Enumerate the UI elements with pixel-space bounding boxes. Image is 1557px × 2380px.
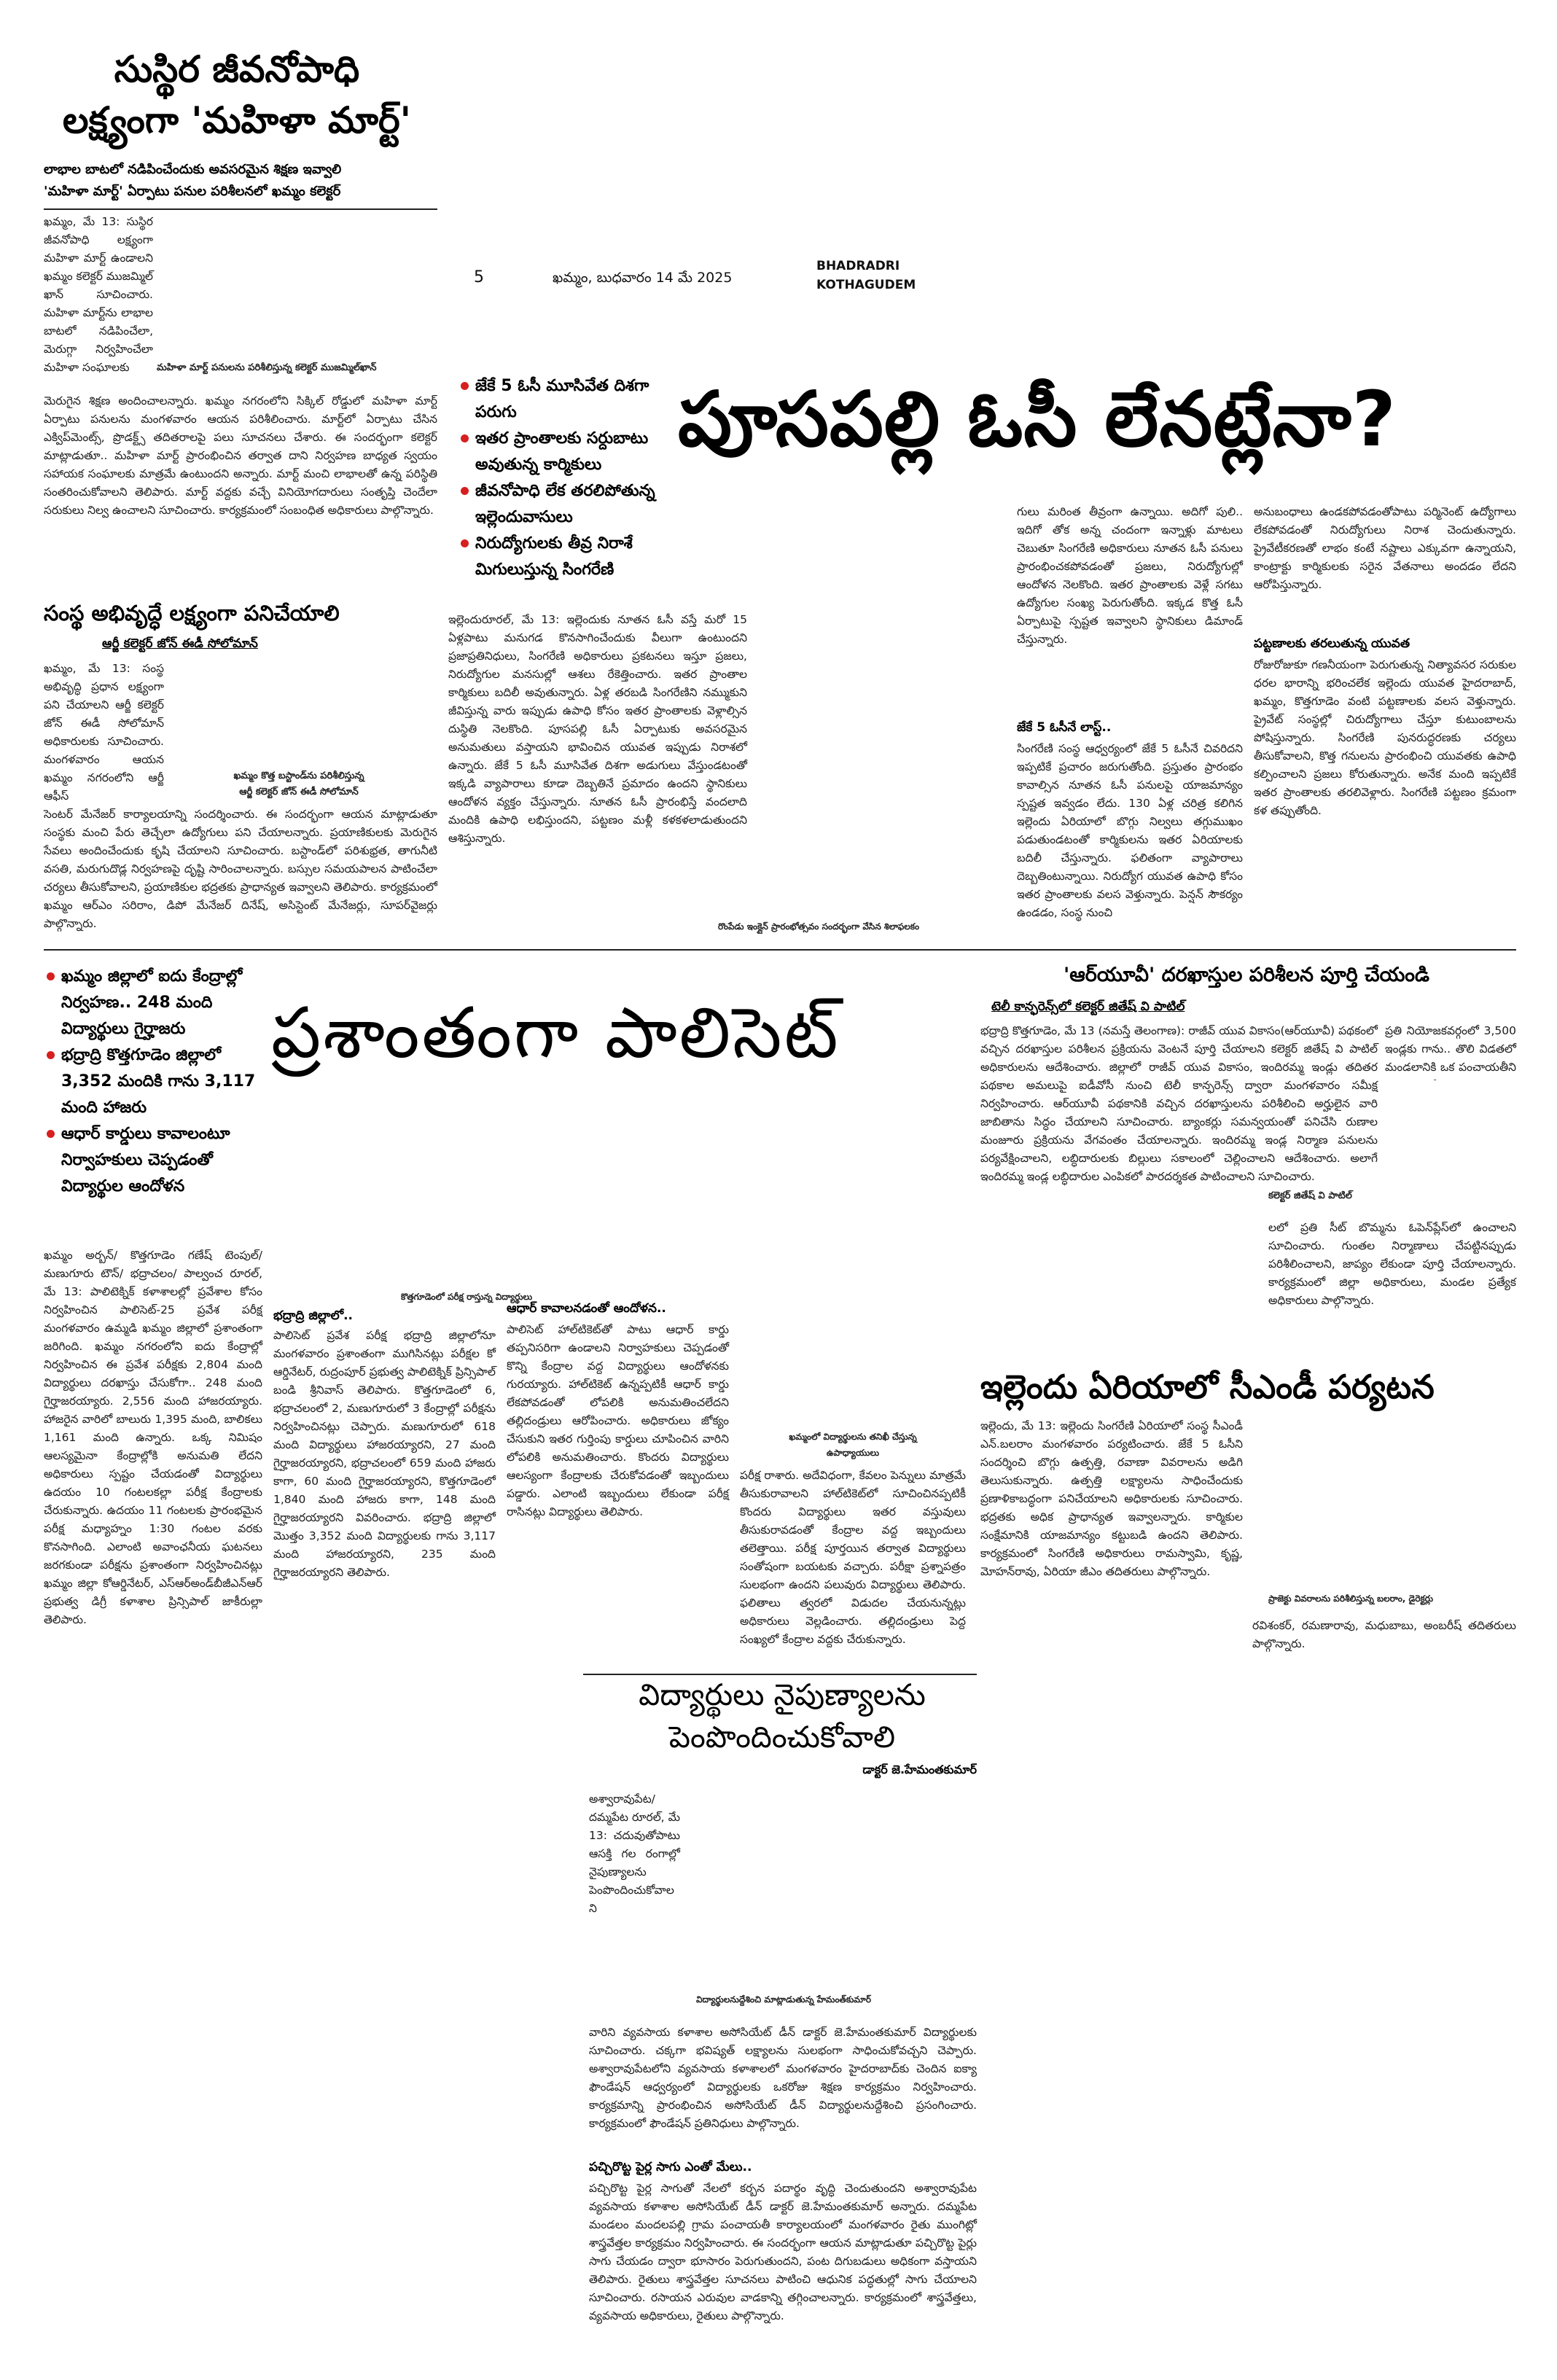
sanstha-body-narrow: ఖమ్మం, మే 13: సంస్థ అభివృద్ధి ప్రధాన లక్ష్యంగా పని చేయాలని ఆర్జీ కలెక్టర్ జోన్ ఈడీ సోలోమాన్ అధికారులకు సూచించారు. మంగళవారం ఆయన ఖమ్మం నగరంలోని ఆర్జీ ఆఫీస్ bbox=[44, 662, 164, 803]
mahila-deck-line2: 'మహిళా మార్ట్' ఏర్పాటు పనుల పరిశీలనలో ఖమ్మం కలెక్టర్ bbox=[44, 184, 341, 199]
oc-subhead-col3: పట్టణాలకు తరలుతున్న యువత bbox=[1254, 636, 1410, 651]
oc-bullets bbox=[458, 373, 669, 583]
polycet-photo-caption: కొత్తగూడెంలో పరీక్ష రాస్తున్న విద్యార్థులు bbox=[401, 1292, 533, 1302]
skills-body-sub: పచ్చిరొట్ట పైర్ల సాగుతో నేలలో కర్బన పదార్థం వృద్ధి చెందుతుందని అశ్వారావుపేట వ్యవసాయ కళాశాల అసోసియేట్ డీన్ డాక్టర్ జె.హేమంతకుమార్ అన్నారు. దమ్మపేట మండలం మందలపల్లి గ్రామ పంచాయతీ కార్యాలయంలో మంగళవారం రైతు ముంగిట్లో శాస్త్రవేత్తల కార్యక్రమం నిర్వహించారు. ఈ సందర్భంగా ఆయన మాట్లాడుతూ పచ్చిరొట్ట పైర్లు సాగు చేయడం ద్వారా భూసారం పెరుగుతుందని, పంట దిగుబడులు అధికంగా వస్తాయని తెలిపారు. రైతులు శాస్త్రవేత్తల సూచనలు పాటించి ఆధునిక పద్ధతుల్లో సాగు చేయాలని సూచించారు. రసాయన ఎరువుల వాడకాన్ని తగ్గించాలన్నారు. కార్యక్రమంలో శాస్త్రవేత్తలు, వ్యవసాయ అధికారులు, రైతులు పాల్గొన్నారు. bbox=[589, 2182, 977, 2322]
skills-photo-caption: విద్యార్థులనుద్దేశించి మాట్లాడుతున్న హేమంత్‌కుమార్ bbox=[696, 1994, 871, 2005]
oc-body-col1: ఇల్లెందురూరల్, మే 13: ఇల్లెందుకు నూతన ఓసీ వస్తే మరో 15 ఏళ్లపాటు మనుగడ కొనసాగించేందుకు వీలుగా ఉంటుందని ప్రజాప్రతినిధులు, సింగరేణి అధికారులు ప్రకటనలు ఇస్తూ ప్రజలు, నిరుద్యోగుల మనసుల్లో ఆశలు రేకెత్తించారు. ఇతర ప్రాంతాల కార్మికులు బదిలీ అవుతున్నారు. ఏళ్ల తరబడి సింగరేణిని నమ్ముకుని జీవిస్తున్న వారు ఇప్పుడు ఉపాధి కోసం ఇతర ప్రాంతాలకు వెళ్లాల్సిన దుస్థితి నెలకొంది. పూసపల్లి ఓసీ ఏర్పాటుకు అవసరమైన అనుమతులు వస్తాయని భావించిన యువత ఇప్పుడు నిరాశలో ఉన్నారు. జేకే 5 ఓసీ మూసివేత దిశగా అడుగులు వేస్తుండటంతో ఇక్కడి వ్యాపారాలు కూడా దెబ్బతినే ప్రమాదం ఉందని స్థానికులు ఆందోళన వ్యక్తం చేస్తున్నారు. నూతన ఓసీ ప్రారంభిస్తే వందలాది మందికి ఉపాధి లభిస్తుందని, పట్టణం మళ్లీ కళకళలాడుతుందని ఆశిస్తున్నారు. bbox=[448, 613, 747, 845]
mahila-body-narrow: ఖమ్మం, మే 13: సుస్థిర జీవనోపాధి లక్ష్యంగా మహిళా మార్ట్ ఉండాలని ఖమ్మం కలెక్టర్ ముజమ్మిల్ ఖాన్ సూచించారు. మహిళా మార్ట్‌ను లాభాల బాటలో నడిపించేలా, మెరుగ్గా నిర్వహించేలా మహిళా సంఘాలకు bbox=[44, 215, 153, 374]
cmd-photo-caption: ప్రాజెక్టు వివరాలను పరిశీలిస్తున్న బలరాం, డైరెక్టర్లు bbox=[1268, 1593, 1434, 1604]
sanstha-photo bbox=[168, 662, 430, 764]
polycet-headline: ప్రశాంతంగా పాలిసెట్ bbox=[271, 992, 840, 1074]
skills-byline: డాక్టర్ జె.హేమంతకుమార్ bbox=[862, 1763, 977, 1776]
skills-headline-line1: విద్యార్థులు నైపుణ్యాలను bbox=[639, 1677, 926, 1712]
divider bbox=[44, 208, 437, 210]
polycet-subhead-col2: భద్రాద్రి జిల్లాలో.. bbox=[273, 1308, 353, 1323]
rayuvi-photo-caption: కలెక్టర్ జితేష్ వి పాటిల్ bbox=[1268, 1190, 1352, 1201]
polycet-photo bbox=[271, 1093, 964, 1287]
rayuvi-body-side: ప్రతి నియోజకవర్గంలో 3,500 ఇండ్లకు గాను.. తొలి విడతలో మండలానికి ఒక పంచాయతీని bbox=[1385, 1024, 1516, 1074]
sanstha-body-wide: సెంటర్ మేనేజర్ కార్యాలయాన్ని సందర్శించారు. ఈ సందర్భంగా ఆయన మాట్లాడుతూ సంస్థకు మంచి పేరు తెచ్చేలా ఉద్యోగులు పని చేయాలన్నారు. ప్రయాణికులకు మెరుగైన సేవలు అందించేందుకు కృషి చేయాలని సూచించారు. బస్టాండ్‌లో పరిశుభ్రత, తాగునీటి వసతి, మరుగుదొడ్ల నిర్వహణపై దృష్టి సారించాలన్నారు. బస్సుల సమయపాలన పాటించేలా చర్యలు తీసుకోవాలని, ప్రయాణికుల భద్రతకు ప్రాధాన్యత ఇవ్వాలని తెలిపారు. కార్యక్రమంలో ఖమ్మం ఆర్‌ఎం సరిరాం, డిపో మేనేజర్ దినేష్, అసిస్టెంట్ మేనేజర్లు, సూపర్‌వైజర్లు పాల్గొన్నారు. bbox=[44, 808, 437, 930]
oc-bullet-4: నిరుద్యోగులకు తీవ్ర నిరాశే మిగులుస్తున్న సింగరేణి bbox=[458, 531, 669, 583]
skills-body-wide: వారిని వ్యవసాయ కళాశాల అసోసియేట్ డీన్ డాక్టర్ జె.హేమంతకుమార్ విద్యార్థులకు సూచించారు. చక్కగా భవిష్యత్ లక్ష్యాలను సులభంగా సాధించుకోవచ్చని చెప్పారు. అశ్వారావుపేటలోని వ్యవసాయ కళాశాలలో మంగళవారం హైదరాబాద్‌కు చెందిన ఐక్యా ఫౌండేషన్ ఆధ్వర్యంలో విద్యార్థులకు ఒకరోజు శిక్షణ కార్యక్రమం నిర్వహించారు. కార్యక్రమాన్ని ప్రారంభించిన అసోసియేట్ డీన్ విద్యార్థులనుద్దేశించి ప్రసంగించారు. కార్యక్రమంలో ఫౌండేషన్ ప్రతినిధులు పాల్గొన్నారు. bbox=[589, 2026, 977, 2130]
polycet-body-col1: ఖమ్మం అర్బన్/ కొత్తగూడెం గణేష్ టెంపుల్/ మణుగూరు టౌన్/ భద్రాచలం/ పాల్వంచ రూరల్, మే 13: పాలిటెక్నిక్ కళాశాలల్లో ప్రవేశాల కోసం నిర్వహించిన పాలిసెట్-25 ప్రవేశ పరీక్ష మంగళవారం ఉమ్మడి ఖమ్మం జిల్లాలో ప్రశాంతంగా జరిగింది. ఖమ్మం నగరంలోని ఐదు కేంద్రాల్లో నిర్వహించిన ఈ ప్రవేశ పరీక్షకు 2,804 మంది విద్యార్థులు దరఖాస్తు చేసుకోగా.. 248 మంది గైర్హాజరయ్యారు. 2,556 మంది హాజరయ్యారు. హాజరైన వారిలో బాలురు 1,395 మంది, బాలికలు 1,161 మంది ఉన్నారు. ఒక్క నిమిషం ఆలస్యమైనా కేంద్రాల్లోకి అనుమతి లేదని అధికారులు స్పష్టం చేయడంతో విద్యార్థులు ఉదయం 10 గంటలకల్లా పరీక్ష కేంద్రాలకు చేరుకున్నారు. ఉదయం 11 గంటలకు ప్రారంభమైన పరీక్ష మధ్యాహ్నం 1:30 గంటల వరకు కొనసాగింది. ఎలాంటి అవాంఛనీయ ఘటనలు జరగకుండా పరీక్షను ప్రశాంతంగా నిర్వహించినట్లు ఖమ్మం జిల్లా కోఆర్డినేటర్, ఎస్‌ఆర్‌అండ్‌బీజీఎన్‌ఆర్ ప్రభుత్వ డిగ్రీ కళాశాల ప్రిన్సిపాల్ జాకీరుల్లా తెలిపారు. bbox=[44, 1249, 262, 1626]
sanstha-subhead: ఆర్జీ కలెక్టర్ జోన్ ఈడీ సోలోమాన్ bbox=[102, 636, 258, 651]
oc-body-col3b: రోజురోజుకూ గణనీయంగా పెరుగుతున్న నిత్యావసర సరుకుల ధరల భారాన్ని భరించలేక ఇల్లెందు యువత హైదరాబాద్, ఖమ్మం, కొత్తగూడెం వంటి పట్టణాలకు వలస వెళ్తున్నారు. ప్రైవేట్ సంస్థల్లో చిరుద్యోగాలు చేస్తూ కుటుంబాలను పోషిస్తున్నారు. సింగరేణి పునరుద్ధరణకు చర్యలు తీసుకోవాలని, కొత్త గనులను ప్రారంభించి యువతకు ఉపాధి కల్పించాలని ప్రజలు కోరుతున్నారు. అనేక మంది ఇప్పటికే ఇతర ప్రాంతాలకు తరలివెళ్లారు. సింగరేణి పట్టణం క్రమంగా కళ తప్పుతోంది. bbox=[1254, 658, 1516, 817]
polycet-body-col2: పాలిసెట్ ప్రవేశ పరీక్ష భద్రాద్రి జిల్లాలోనూ మంగళవారం ప్రశాంతంగా ముగిసినట్లు పరీక్షల కో ఆర్డినేటర్, రుద్రంపూర్ ప్రభుత్వ పాలిటెక్నిక్ ప్రిన్సిపాల్ బండి శ్రీనివాస్ తెలిపారు. కొత్తగూడెంలో 6, భద్రాచలంలో 2, మణుగూరులో 3 కేంద్రాల్లో పరీక్షను నిర్వహించినట్లు చెప్పారు. మణుగూరులో 618 మంది విద్యార్థులు హాజరయ్యారని, 27 మంది గైర్హాజరయ్యారని, భద్రాచలంలో 659 మంది హాజరు కాగా, 60 మంది గైర్హాజరయ్యారని, కొత్తగూడెంలో 1,840 మంది హాజరు కాగా, 148 మంది గైర్హాజరయ్యారని వివరించారు. భద్రాద్రి జిల్లాలో మొత్తం 3,352 మంది విద్యార్థులకు గాను 3,117 మంది హాజరయ్యారని, 235 మంది గైర్హాజరయ్యారని తెలిపారు. bbox=[273, 1329, 496, 1579]
sanstha-photo-caption-line2: ఆర్జీ కలెక్టర్ జోన్ ఈడీ సోలోమాన్ bbox=[239, 787, 359, 797]
cmd-headline: ఇల్లెందు ఏరియాలో సీఎండీ పర్యటన bbox=[980, 1367, 1435, 1406]
oc-subhead-col2: జేకే 5 ఓసీనే లాస్ట్.. bbox=[1017, 720, 1112, 735]
oc-bullet-3: జీవనోపాధి లేక తరలిపోతున్న ఇల్లెందువాసులు bbox=[458, 478, 669, 531]
skills-headline-line2: పెంపొందించుకోవాలి bbox=[668, 1720, 896, 1755]
mahila-headline bbox=[51, 44, 423, 146]
polycet-body-col4: పరీక్ష రాశారు. అదేవిధంగా, కేవలం పెన్నులు మాత్రమే తీసుకురావాలని హాల్‌టికెట్‌లో సూచించినప్పటికీ కొందరు విద్యార్థులు ఇతర వస్తువులు తీసుకురావడంతో కేంద్రాల వద్ద ఇబ్బందులు తలెత్తాయి. పరీక్ష పూర్తయిన తర్వాత విద్యార్థులు సంతోషంగా బయటకు వచ్చారు. పరీక్షా ప్రశ్నాపత్రం సులభంగా ఉందని పలువురు విద్యార్థులు తెలిపారు. ఫలితాలు త్వరలో విడుదల చేయనున్నట్లు అధికారులు వెల్లడించారు. తల్లిదండ్రులు పెద్ద సంఖ్యలో కేంద్రాల వద్దకు చేరుకున్నారు. bbox=[740, 1469, 966, 1646]
sanstha-headline: సంస్థ అభివృద్ధే లక్ష్యంగా పనిచేయాలి bbox=[44, 601, 340, 625]
mahila-photo bbox=[157, 214, 437, 357]
skills-subhead: పచ్చిరొట్ట పైర్ల సాగు ఎంతో మేలు.. bbox=[589, 2160, 752, 2174]
oc-body-col2: గులు మరింత తీవ్రంగా ఉన్నాయి. అదిగో పులి.. ఇదిగో తోక అన్న చందంగా ఇన్నాళ్లు మాటలు చెబుతూ సింగరేణి అధికారులు నూతన ఓసీ పనులు ప్రారంభించకపోవడంతో ప్రజలు, నిరుద్యోగుల్లో ఆందోళన నెలకొంది. ఇతర ప్రాంతాలకు వెళ్లే సగటు ఉద్యోగుల సంఖ్య పెరుగుతోంది. ఇక్కడ కొత్త ఓసీ ఏర్పాటుపై స్పష్టత ఇవ్వాలని స్థానికులు డిమాండ్ చేస్తున్నారు. bbox=[1017, 505, 1243, 646]
oc-body-col3: అనుబంధాలు ఉండకపోవడంతోపాటు పర్మినెంట్ ఉద్యోగాలు లేకపోవడంతో నిరుద్యోగులు నిరాశ చెందుతున్నారు. ప్రైవేటీకరణతో లాభం కంటే నష్టాలు ఎక్కువగా ఉన్నాయని, కాంట్రాక్టు కార్మికులకు సరైన వేతనాలు అందడం లేదని ఆరోపిస్తున్నారు. bbox=[1254, 505, 1516, 591]
polycet-bullets bbox=[44, 964, 270, 1200]
polycet-bullet-1: ఖమ్మం జిల్లాలో ఐదు కేంద్రాల్లో నిర్వహణ.. 248 మంది విద్యార్థులు గైర్హాజరు bbox=[44, 964, 270, 1042]
mahila-deck-line1: లాభాల బాటలో నడిపించేందుకు అవసరమైన శిక్షణ ఇవ్వాలి bbox=[44, 162, 342, 177]
mahila-headline-line2: లక్ష్యంగా 'మహిళా మార్ట్' bbox=[63, 99, 411, 141]
oc-headline: పూసపల్లి ఓసీ లేనట్లేనా? bbox=[678, 375, 1397, 464]
cmd-body: ఇల్లెందు, మే 13: ఇల్లెందు సింగరేణి ఏరియాలో సంస్థ సీఎండీ ఎన్.బలరాం మంగళవారం పర్యటించారు. జేకే 5 ఓసీని సందర్శించి బొగ్గు ఉత్పత్తి, రవాణా వివరాలను అడిగి తెలుసుకున్నారు. ఉత్పత్తి లక్ష్యాలను సాధించేందుకు ప్రణాళికాబద్ధంగా పనిచేయాలని అధికారులకు సూచించారు. భద్రతకు అధిక ప్రాధాన్యత ఇవ్వాలన్నారు. కార్మికుల సంక్షేమానికి యాజమాన్యం కట్టుబడి ఉందని తెలిపారు. కార్యక్రమంలో సింగరేణి అధికారులు రామస్వామి, కృష్ణ, మోహన్‌రావు, ఏరియా జీఎం తదితరులు పాల్గొన్నారు. bbox=[980, 1419, 1243, 1578]
section-label-line1: BHADRADRI bbox=[816, 259, 900, 273]
rayuvi-body-bottom: లలో ప్రతి సీట్ బొమ్మను ఓపెన్‌ప్లేస్‌లో ఉంచాలని సూచించారు. గుంతల నిర్మాణాలు చేపట్టినప్పుడు పరిశీలించాలని, జాప్యం లేకుండా పూర్తి చేయాలన్నారు. కార్యక్రమంలో జిల్లా అధికారులు, మండల ప్రత్యేక అధికారులు పాల్గొన్నారు. bbox=[1268, 1221, 1516, 1307]
polycet-photo-caption-2-line1: ఖమ్మంలో విద్యార్థులను తనిఖీ చేస్తున్న bbox=[789, 1432, 917, 1442]
mahila-photo-caption: మహిళా మార్ట్ పనులను పరిశీలిస్తున్న కలెక్టర్ ముజమ్మిల్‌ఖాన్ bbox=[157, 362, 377, 373]
polycet-photo-2 bbox=[740, 1299, 966, 1445]
polycet-body-col3: పాలిసెట్ హాల్‌టికెట్‌తో పాటు ఆధార్ కార్డు తప్పనిసరిగా ఉండాలని నిర్వాహకులు చెప్పడంతో కొన్ని కేంద్రాల వద్ద విద్యార్థులు ఆందోళనకు గురయ్యారు. హాల్‌టికెట్ ఉన్నప్పటికీ ఆధార్ కార్డు లేకపోవడంతో లోపలికి అనుమతించలేదని తల్లిదండ్రులు ఆరోపించారు. అధికారులు జోక్యం చేసుకుని ఇతర గుర్తింపు కార్డులు చూపించిన వారిని లోపలికి అనుమతించారు. కొందరు విద్యార్థులు ఆలస్యంగా కేంద్రాలకు చేరుకోవడంతో ఇబ్బందులు పడ్డారు. ఎలాంటి ఇబ్బందులు లేకుండా పరీక్ష రాసినట్లు విద్యార్థులు తెలిపారు. bbox=[507, 1323, 729, 1518]
rayuvi-subhead: టెలీ కాన్ఫరెన్స్‌లో కలెక్టర్ జితేష్ వి పాటిల్ bbox=[991, 999, 1185, 1014]
polycet-photo-caption-2-line2: ఉపాధ్యాయులు bbox=[826, 1448, 880, 1458]
cmd-photo bbox=[1252, 1417, 1516, 1588]
oc-bullet-1: జేకే 5 ఓసీ మూసివేత దిశగా పరుగు bbox=[458, 373, 669, 426]
skills-headline bbox=[589, 1674, 975, 1758]
polycet-subhead-col3: ఆధార్ కావాలనడంతో ఆందోళన.. bbox=[507, 1301, 666, 1316]
polycet-bullet-3: ఆధార్ కార్డులు కావాలంటూ నిర్వాహకులు చెప్పడంతో విద్యార్థుల ఆందోళన bbox=[44, 1121, 270, 1200]
oc-photo bbox=[754, 633, 1017, 830]
oc-photo-caption: రొంపేడు ఇంక్లైన్ ప్రారంభోత్సవం సందర్భంగా వేసిన శిలాఫలకం bbox=[718, 921, 920, 932]
cmd-body-tail: రవిశంకర్, రమణారావు, మధుబాబు, అంబరీష్ తదితరులు పాల్గొన్నారు. bbox=[1252, 1619, 1516, 1650]
divider bbox=[44, 949, 1516, 951]
section-label bbox=[816, 257, 916, 294]
polycet-bullet-2: భద్రాద్రి కొత్తగూడెం జిల్లాలో 3,352 మందికి గాను 3,117 మంది హాజరు bbox=[44, 1042, 270, 1121]
skills-photo bbox=[685, 1787, 977, 1990]
sanstha-photo-caption bbox=[168, 768, 430, 800]
rayuvi-headline: 'ఆర్‌యూవీ' దరఖాస్తుల పరిశీలన పూర్తి చేయండి bbox=[1064, 964, 1429, 986]
skills-body-narrow: అశ్వారావుపేట/ దమ్మపేట రూరల్, మే 13: చదువుతోపాటు ఆసక్తి గల రంగాల్లో నైపుణ్యాలను పెంపొందించుకోవాలని bbox=[589, 1792, 680, 1915]
mahila-deck bbox=[44, 159, 437, 203]
rayuvi-body-main: భద్రాద్రి కొత్తగూడెం, మే 13 (నమస్తే తెలంగాణ): రాజీవ్ యువ వికాసం(ఆర్‌యూవీ) పథకంలో వచ్చిన దరఖాస్తుల పరిశీలన ప్రక్రియను వెంటనే పూర్తి చేయాలని కలెక్టర్ జితేష్ వి పాటిల్ అధికారులను ఆదేశించారు. జిల్లాలో రాజీవ్ యువ వికాసం, ఇందిరమ్మ ఇండ్లు తదితర పథకాల అమలుపై ఐడీవోసీ నుంచి టెలీ కాన్ఫరెన్స్ ద్వారా మంగళవారం సమీక్ష నిర్వహించారు. ఆర్‌యూవీ పథకానికి వచ్చిన దరఖాస్తులను పరిశీలించి అర్హులైన వారి జాబితాను సిద్ధం చేయాలని సూచించారు. బ్యాంకర్లు సమన్వయంతో పనిచేసి రుణాల మంజూరు ప్రక్రియను వేగవంతం చేయాలన్నారు. ఇందిరమ్మ ఇండ్ల నిర్మాణ పనులను పర్యవేక్షించాలని, లబ్ధిదారులకు బిల్లులు సకాలంలో చెల్లించాలని ఆదేశించారు. అలాగే ఇందిరమ్మ ఇండ్ల లబ్ధిదారుల ఎంపికలో పారదర్శకత పాటించాలని సూచించారు. bbox=[980, 1024, 1378, 1183]
mahila-body-wide: మెరుగైన శిక్షణ అందించాలన్నారు. ఖమ్మం నగరంలోని సిక్కిల్ రోడ్డులో మహిళా మార్ట్ ఏర్పాటు పనులను మంగళవారం ఆయన పరిశీలించారు. మార్ట్‌లో ఏర్పాటు చేసిన ఎక్విప్‌మెంట్స్, ప్రొడక్ట్స్ తదితరాలపై పలు సూచనలు చేశారు. ఈ సందర్భంగా కలెక్టర్ మాట్లాడుతూ.. మహిళా మార్ట్ ప్రారంభించిన తర్వాత దాని నిర్వహణ బాధ్యత స్వయం సహాయక సంఘాలకు మాత్రమే ఉంటుందని అన్నారు. మార్ట్ మంచి లాభాలతో ఉన్న పరిస్థితి సంతరించుకోవాలని తెలిపారు. మార్ట్ వద్దకు వచ్చే వినియోగదారులు సంతృప్తి చెందేలా సరుకులు నిల్వ ఉంచాలని సూచించారు. కార్యక్రమంలో సంబంధిత అధికారులు పాల్గొన్నారు. bbox=[44, 394, 437, 517]
page-number: 5 bbox=[474, 268, 484, 286]
oc-bullet-2: ఇతర ప్రాంతాలకు సర్దుబాటు అవుతున్న కార్మికులు bbox=[458, 426, 669, 478]
section-label-line2: KOTHAGUDEM bbox=[816, 278, 916, 292]
oc-body-col2b: సింగరేణి సంస్థ ఆధ్వర్యంలో జేకే 5 ఓసీనే చివరిదని ఇప్పటికే ప్రచారం జరుగుతోంది. ప్రస్తుతం ప్రారంభం కావాల్సిన నూతన ఓసీ పనులపై యాజమాన్యం స్పష్టత ఇవ్వడం లేదు. 130 ఏళ్ల చరిత్ర కలిగిన ఇల్లెందు ఏరియాలో బొగ్గు నిల్వలు తగ్గుముఖం పడుతుండటంతో కార్మికులను ఇతర ఏరియాలకు బదిలీ చేస్తున్నారు. ఫలితంగా వ్యాపారాలు దెబ్బతింటున్నాయి. నిరుద్యోగ యువత ఉపాధి కోసం ఇతర ప్రాంతాలకు వలస వెళ్తున్నారు. పెన్షన్ సౌకర్యం ఉండడం, సంస్థ నుంచి bbox=[1017, 742, 1243, 919]
sanstha-photo-caption-line1: ఖమ్మం కొత్త బస్టాండ్‌ను పరిశీలిస్తున్న bbox=[233, 770, 364, 781]
date-line: ఖమ్మం, బుధవారం 14 మే 2025 bbox=[553, 270, 733, 286]
mahila-headline-line1: సుస్థిర జీవనోపాధి bbox=[114, 48, 360, 90]
polycet-photo-caption-2 bbox=[740, 1429, 966, 1461]
